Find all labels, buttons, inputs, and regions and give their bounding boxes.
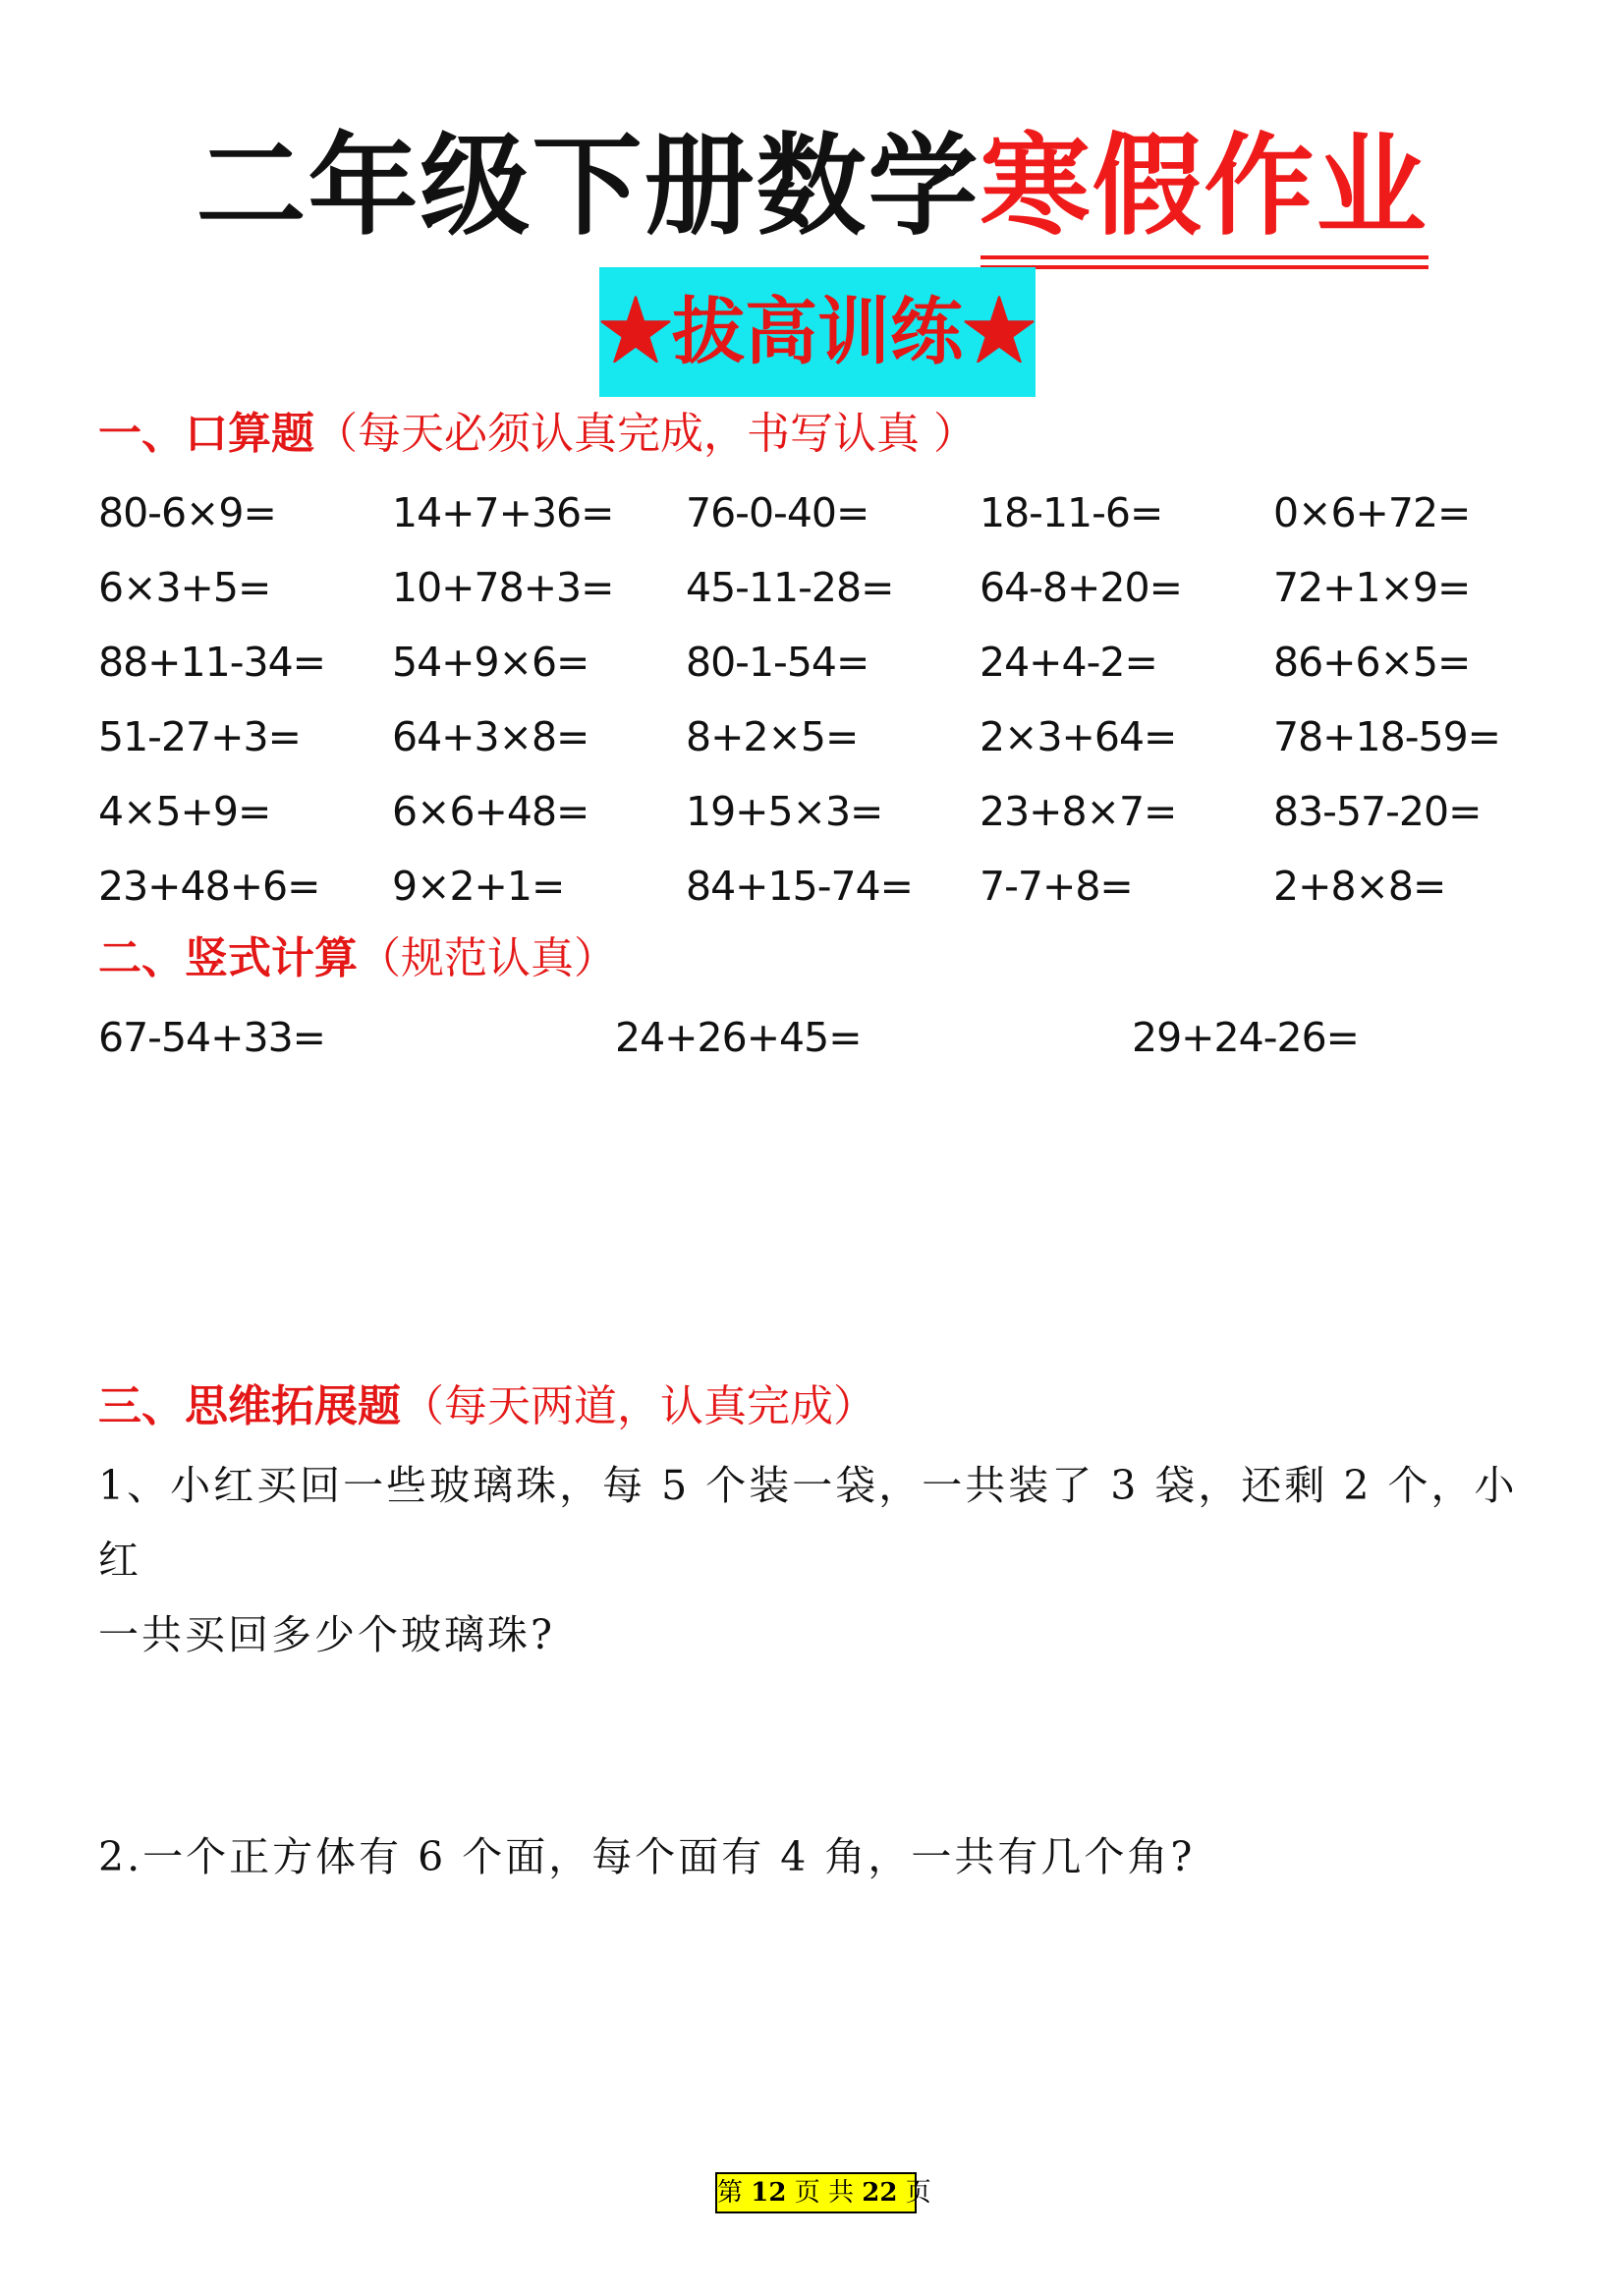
section-oral-note: （每天必须认真完成，书写认真 ） — [314, 409, 977, 459]
oral-item: 83-57-20= — [1273, 788, 1482, 835]
oral-item: 76-0-40= — [686, 489, 869, 536]
oral-calculation-grid — [98, 483, 1572, 931]
oral-item: 86+6×5= — [1273, 639, 1471, 686]
page-number-footer — [715, 2172, 931, 2213]
vertical-item: 29+24-26= — [1132, 1014, 1360, 1061]
problem-1-line-2: 一共买回多少个玻璃珠? — [98, 1611, 555, 1658]
title-main: 二年级下册数学 — [196, 122, 980, 251]
oral-item: 7-7+8= — [980, 863, 1133, 910]
oral-item: 2×3+64= — [980, 713, 1177, 760]
oral-item: 0×6+72= — [1273, 489, 1471, 536]
oral-item: 23+8×7= — [980, 788, 1177, 835]
oral-item: 24+4-2= — [980, 639, 1157, 686]
oral-item: 88+11-34= — [98, 639, 326, 686]
oral-item: 14+7+36= — [392, 489, 614, 536]
oral-item: 18-11-6= — [980, 489, 1163, 536]
footer-suffix: 页 — [905, 2178, 931, 2208]
oral-item: 4×5+9= — [98, 788, 271, 835]
oral-item: 80-1-54= — [686, 639, 869, 686]
section-vertical-title: 二、竖式计算 — [98, 933, 358, 983]
oral-item: 45-11-28= — [686, 564, 894, 611]
oral-item: 54+9×6= — [392, 639, 589, 686]
subtitle-banner: ★拔高训练★ — [599, 267, 1036, 397]
vertical-item: 24+26+45= — [615, 1014, 862, 1061]
section-vertical-note: （规范认真） — [358, 933, 617, 983]
oral-item: 6×3+5= — [98, 564, 271, 611]
section-oral-heading — [98, 405, 977, 464]
vertical-item: 67-54+33= — [98, 1014, 326, 1061]
word-problem-2 — [98, 1819, 1552, 1894]
oral-item: 64-8+20= — [980, 564, 1182, 611]
oral-item: 10+78+3= — [392, 564, 614, 611]
title-highlight: 寒假作业 — [980, 118, 1428, 255]
footer-prefix: 第 — [717, 2178, 744, 2208]
section-thinking-title: 三、思维拓展题 — [98, 1381, 401, 1431]
oral-item: 78+18-59= — [1273, 713, 1501, 760]
section-thinking-note: （每天两道，认真完成） — [401, 1381, 876, 1431]
oral-item: 8+2×5= — [686, 713, 859, 760]
section-oral-title: 一、口算题 — [98, 409, 314, 459]
oral-item: 64+3×8= — [392, 713, 589, 760]
oral-item: 9×2+1= — [392, 863, 565, 910]
oral-item: 51-27+3= — [98, 713, 301, 760]
footer-page: 12 — [751, 2178, 787, 2208]
section-thinking-heading — [98, 1377, 876, 1436]
vertical-calculation-row — [98, 1008, 1572, 1067]
oral-item: 72+1×9= — [1273, 564, 1471, 611]
page-title — [0, 118, 1624, 255]
footer-middle: 页 共 — [794, 2178, 854, 2208]
oral-item: 84+15-74= — [686, 863, 914, 910]
footer-total: 22 — [862, 2178, 898, 2208]
section-vertical-heading — [98, 929, 617, 988]
oral-item: 19+5×3= — [686, 788, 883, 835]
oral-item: 23+48+6= — [98, 863, 320, 910]
word-problem-1 — [98, 1448, 1552, 1672]
oral-item: 6×6+48= — [392, 788, 589, 835]
oral-item: 80-6×9= — [98, 489, 276, 536]
oral-item: 2+8×8= — [1273, 863, 1446, 910]
problem-1-line-1: 1、小红买回一些玻璃珠，每 5 个装一袋，一共装了 3 袋，还剩 2 个，小红 — [98, 1462, 1518, 1584]
problem-2-line-1: 2.一个正方体有 6 个面，每个面有 4 角，一共有几个角? — [98, 1833, 1196, 1880]
